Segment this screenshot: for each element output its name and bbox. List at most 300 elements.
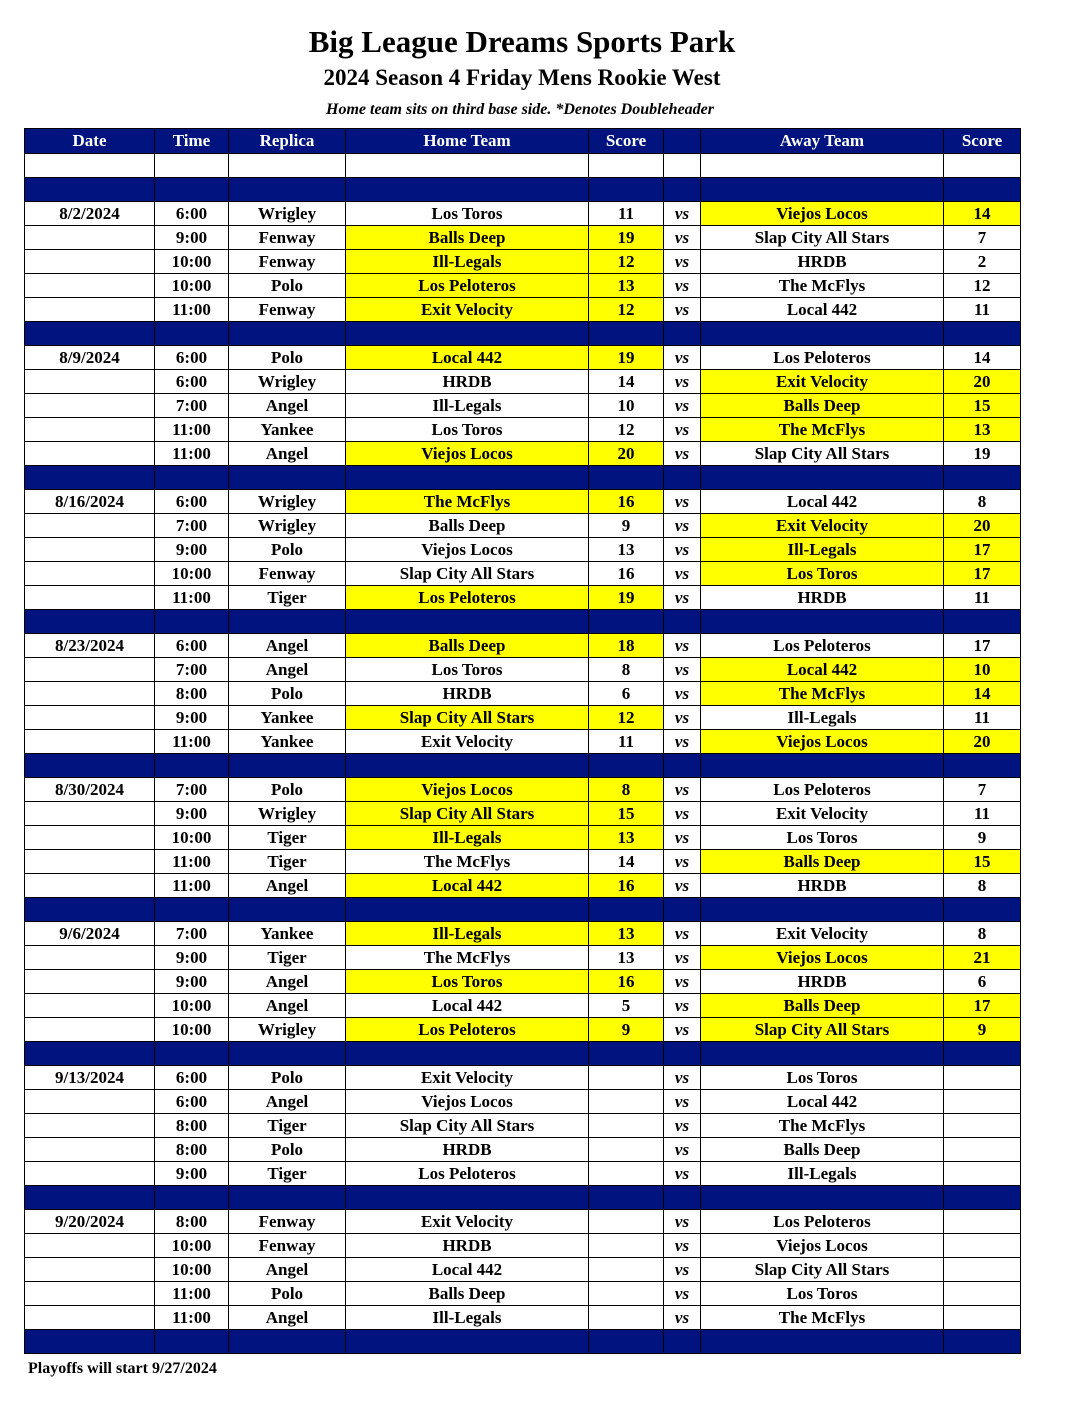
replica-field: Wrigley	[229, 514, 346, 538]
replica-field: Wrigley	[229, 202, 346, 226]
game-time: 10:00	[155, 274, 229, 298]
away-team: Viejos Locos	[701, 1234, 944, 1258]
game-row	[25, 826, 1021, 850]
week-separator-row	[25, 610, 1021, 634]
away-team: Viejos Locos	[701, 202, 944, 226]
home-score	[589, 1162, 664, 1186]
game-row	[25, 202, 1021, 226]
game-row	[25, 274, 1021, 298]
replica-field: Fenway	[229, 562, 346, 586]
game-row	[25, 1090, 1021, 1114]
vs-label: vs	[664, 682, 701, 706]
week-separator-row	[25, 322, 1021, 346]
game-time: 9:00	[155, 538, 229, 562]
header-note: Home team sits on third base side. *Denotes Doubleheader	[326, 101, 714, 118]
col-header-away-team: Away Team	[701, 129, 944, 154]
home-score: 5	[589, 994, 664, 1018]
home-team: Los Peloteros	[346, 1162, 589, 1186]
away-score: 7	[944, 226, 1021, 250]
away-team: Balls Deep	[701, 850, 944, 874]
game-row	[25, 946, 1021, 970]
vs-label: vs	[664, 202, 701, 226]
game-time: 8:00	[155, 1210, 229, 1234]
vs-label: vs	[664, 922, 701, 946]
col-header-replica: Replica	[229, 129, 346, 154]
date-cell	[25, 274, 155, 298]
replica-field: Fenway	[229, 226, 346, 250]
home-score	[589, 1282, 664, 1306]
home-team: Ill-Legals	[346, 1306, 589, 1330]
away-team: Los Toros	[701, 562, 944, 586]
date-cell	[25, 1114, 155, 1138]
replica-field: Angel	[229, 1090, 346, 1114]
away-score: 2	[944, 250, 1021, 274]
vs-label: vs	[664, 730, 701, 754]
game-time: 7:00	[155, 394, 229, 418]
home-team: Los Toros	[346, 658, 589, 682]
away-team: The McFlys	[701, 1114, 944, 1138]
home-team: Ill-Legals	[346, 250, 589, 274]
vs-label: vs	[664, 514, 701, 538]
away-score: 20	[944, 514, 1021, 538]
vs-label: vs	[664, 490, 701, 514]
home-team: Los Toros	[346, 970, 589, 994]
date-cell	[25, 586, 155, 610]
away-score: 11	[944, 586, 1021, 610]
home-score	[589, 1306, 664, 1330]
away-score: 14	[944, 202, 1021, 226]
col-header-time: Time	[155, 129, 229, 154]
home-score: 15	[589, 802, 664, 826]
vs-label: vs	[664, 706, 701, 730]
home-score: 12	[589, 250, 664, 274]
home-team: Local 442	[346, 1258, 589, 1282]
home-team: Ill-Legals	[346, 922, 589, 946]
game-time: 6:00	[155, 370, 229, 394]
vs-label: vs	[664, 946, 701, 970]
replica-field: Polo	[229, 346, 346, 370]
col-header-date: Date	[25, 129, 155, 154]
vs-label: vs	[664, 826, 701, 850]
home-score: 16	[589, 874, 664, 898]
schedule-table	[24, 128, 1021, 1354]
replica-field: Yankee	[229, 730, 346, 754]
week-separator-row	[25, 898, 1021, 922]
home-score	[589, 1138, 664, 1162]
home-team: Slap City All Stars	[346, 1114, 589, 1138]
game-row	[25, 1258, 1021, 1282]
home-score: 16	[589, 490, 664, 514]
home-score	[589, 1090, 664, 1114]
home-score	[589, 1114, 664, 1138]
away-team: Balls Deep	[701, 994, 944, 1018]
vs-label: vs	[664, 226, 701, 250]
date-cell	[25, 1306, 155, 1330]
home-score: 11	[589, 202, 664, 226]
home-score	[589, 1258, 664, 1282]
home-team: Ill-Legals	[346, 826, 589, 850]
game-row	[25, 994, 1021, 1018]
away-team: Local 442	[701, 298, 944, 322]
home-team: Viejos Locos	[346, 442, 589, 466]
vs-label: vs	[664, 778, 701, 802]
week-date: 9/20/2024	[25, 1210, 155, 1234]
vs-label: vs	[664, 994, 701, 1018]
away-score: 7	[944, 778, 1021, 802]
away-score: 12	[944, 274, 1021, 298]
replica-field: Wrigley	[229, 1018, 346, 1042]
home-team: Balls Deep	[346, 1282, 589, 1306]
game-row	[25, 346, 1021, 370]
away-score	[944, 1162, 1021, 1186]
replica-field: Angel	[229, 874, 346, 898]
away-score: 11	[944, 298, 1021, 322]
replica-field: Angel	[229, 970, 346, 994]
away-team: Ill-Legals	[701, 538, 944, 562]
home-team: Los Peloteros	[346, 1018, 589, 1042]
vs-label: vs	[664, 586, 701, 610]
game-time: 9:00	[155, 706, 229, 730]
away-score	[944, 1114, 1021, 1138]
game-time: 11:00	[155, 442, 229, 466]
date-cell	[25, 418, 155, 442]
vs-label: vs	[664, 1258, 701, 1282]
game-time: 6:00	[155, 346, 229, 370]
away-score: 14	[944, 682, 1021, 706]
home-team: The McFlys	[346, 490, 589, 514]
away-team: HRDB	[701, 970, 944, 994]
game-row	[25, 562, 1021, 586]
game-time: 6:00	[155, 490, 229, 514]
date-cell	[25, 706, 155, 730]
away-team: Los Peloteros	[701, 1210, 944, 1234]
date-cell	[25, 1234, 155, 1258]
game-row	[25, 730, 1021, 754]
home-score: 13	[589, 826, 664, 850]
home-team: The McFlys	[346, 850, 589, 874]
home-team: Slap City All Stars	[346, 802, 589, 826]
away-team: Los Peloteros	[701, 634, 944, 658]
week-separator-row	[25, 1186, 1021, 1210]
away-score: 20	[944, 370, 1021, 394]
game-time: 10:00	[155, 1258, 229, 1282]
away-team: Los Toros	[701, 1282, 944, 1306]
home-score: 20	[589, 442, 664, 466]
home-team: Slap City All Stars	[346, 706, 589, 730]
game-row	[25, 1282, 1021, 1306]
week-date: 8/30/2024	[25, 778, 155, 802]
home-team: Ill-Legals	[346, 394, 589, 418]
vs-label: vs	[664, 970, 701, 994]
home-score: 16	[589, 562, 664, 586]
replica-field: Tiger	[229, 826, 346, 850]
date-cell	[25, 1282, 155, 1306]
schedule-body	[25, 154, 1021, 1354]
game-row	[25, 370, 1021, 394]
away-team: The McFlys	[701, 274, 944, 298]
game-row	[25, 490, 1021, 514]
home-team: Local 442	[346, 874, 589, 898]
vs-label: vs	[664, 1114, 701, 1138]
week-date: 8/16/2024	[25, 490, 155, 514]
vs-label: vs	[664, 658, 701, 682]
home-score: 12	[589, 298, 664, 322]
home-team: Los Toros	[346, 202, 589, 226]
game-time: 7:00	[155, 514, 229, 538]
away-team: Exit Velocity	[701, 922, 944, 946]
vs-label: vs	[664, 562, 701, 586]
game-time: 7:00	[155, 778, 229, 802]
replica-field: Tiger	[229, 850, 346, 874]
replica-field: Tiger	[229, 586, 346, 610]
home-team: HRDB	[346, 1138, 589, 1162]
date-cell	[25, 946, 155, 970]
home-team: HRDB	[346, 682, 589, 706]
away-score: 13	[944, 418, 1021, 442]
away-score	[944, 1090, 1021, 1114]
away-score: 19	[944, 442, 1021, 466]
away-team: Viejos Locos	[701, 946, 944, 970]
home-team: Local 442	[346, 994, 589, 1018]
date-cell	[25, 1162, 155, 1186]
game-row	[25, 418, 1021, 442]
date-cell	[25, 970, 155, 994]
game-time: 8:00	[155, 1138, 229, 1162]
date-cell	[25, 514, 155, 538]
home-score: 19	[589, 586, 664, 610]
away-score: 15	[944, 394, 1021, 418]
game-time: 9:00	[155, 226, 229, 250]
home-score: 9	[589, 1018, 664, 1042]
replica-field: Polo	[229, 538, 346, 562]
date-cell	[25, 802, 155, 826]
vs-label: vs	[664, 298, 701, 322]
date-cell	[25, 1138, 155, 1162]
home-team: Exit Velocity	[346, 298, 589, 322]
game-time: 11:00	[155, 1306, 229, 1330]
date-cell	[25, 1018, 155, 1042]
game-time: 11:00	[155, 1282, 229, 1306]
away-team: Los Peloteros	[701, 346, 944, 370]
away-team: Los Toros	[701, 826, 944, 850]
game-time: 6:00	[155, 202, 229, 226]
home-team: HRDB	[346, 1234, 589, 1258]
away-score	[944, 1282, 1021, 1306]
game-time: 11:00	[155, 418, 229, 442]
home-score: 10	[589, 394, 664, 418]
vs-label: vs	[664, 418, 701, 442]
game-row	[25, 1018, 1021, 1042]
date-cell	[25, 994, 155, 1018]
replica-field: Tiger	[229, 1114, 346, 1138]
replica-field: Angel	[229, 394, 346, 418]
replica-field: Fenway	[229, 298, 346, 322]
away-score	[944, 1234, 1021, 1258]
game-time: 9:00	[155, 1162, 229, 1186]
replica-field: Yankee	[229, 418, 346, 442]
home-team: Los Peloteros	[346, 586, 589, 610]
home-team: Exit Velocity	[346, 1066, 589, 1090]
home-team: Slap City All Stars	[346, 562, 589, 586]
game-time: 8:00	[155, 682, 229, 706]
home-score: 8	[589, 658, 664, 682]
week-date: 9/6/2024	[25, 922, 155, 946]
game-row	[25, 1066, 1021, 1090]
vs-label: vs	[664, 1090, 701, 1114]
away-score: 11	[944, 802, 1021, 826]
away-team: Ill-Legals	[701, 706, 944, 730]
replica-field: Fenway	[229, 250, 346, 274]
week-separator-row	[25, 178, 1021, 202]
away-team: Slap City All Stars	[701, 226, 944, 250]
home-team: Viejos Locos	[346, 538, 589, 562]
away-team: Balls Deep	[701, 1138, 944, 1162]
away-team: Local 442	[701, 490, 944, 514]
date-cell	[25, 1090, 155, 1114]
date-cell	[25, 874, 155, 898]
home-score: 19	[589, 346, 664, 370]
away-team: Slap City All Stars	[701, 1258, 944, 1282]
game-row	[25, 706, 1021, 730]
replica-field: Fenway	[229, 1234, 346, 1258]
game-time: 11:00	[155, 850, 229, 874]
away-score: 17	[944, 634, 1021, 658]
date-cell	[25, 250, 155, 274]
game-row	[25, 514, 1021, 538]
home-team: Los Peloteros	[346, 274, 589, 298]
away-team: Exit Velocity	[701, 370, 944, 394]
home-team: Balls Deep	[346, 634, 589, 658]
game-row	[25, 802, 1021, 826]
game-row	[25, 970, 1021, 994]
game-time: 10:00	[155, 1234, 229, 1258]
col-header-away-score: Score	[944, 129, 1021, 154]
vs-label: vs	[664, 1210, 701, 1234]
home-score: 9	[589, 514, 664, 538]
away-team: Ill-Legals	[701, 1162, 944, 1186]
vs-label: vs	[664, 1018, 701, 1042]
away-score: 20	[944, 730, 1021, 754]
away-team: The McFlys	[701, 1306, 944, 1330]
game-row	[25, 1138, 1021, 1162]
week-date: 8/2/2024	[25, 202, 155, 226]
game-time: 10:00	[155, 1018, 229, 1042]
vs-label: vs	[664, 346, 701, 370]
vs-label: vs	[664, 250, 701, 274]
game-row	[25, 1162, 1021, 1186]
vs-label: vs	[664, 538, 701, 562]
away-score: 15	[944, 850, 1021, 874]
home-score: 8	[589, 778, 664, 802]
home-score: 13	[589, 946, 664, 970]
away-score: 14	[944, 346, 1021, 370]
game-row	[25, 394, 1021, 418]
vs-label: vs	[664, 874, 701, 898]
vs-label: vs	[664, 274, 701, 298]
home-score: 6	[589, 682, 664, 706]
game-time: 11:00	[155, 874, 229, 898]
game-row	[25, 250, 1021, 274]
game-time: 10:00	[155, 994, 229, 1018]
home-team: Local 442	[346, 346, 589, 370]
date-cell	[25, 682, 155, 706]
home-team: The McFlys	[346, 946, 589, 970]
header-row	[25, 129, 1021, 154]
home-team: Viejos Locos	[346, 1090, 589, 1114]
home-score: 12	[589, 418, 664, 442]
vs-label: vs	[664, 634, 701, 658]
game-time: 11:00	[155, 730, 229, 754]
replica-field: Angel	[229, 658, 346, 682]
home-score: 11	[589, 730, 664, 754]
away-team: Local 442	[701, 658, 944, 682]
away-team: Local 442	[701, 1090, 944, 1114]
date-cell	[25, 1258, 155, 1282]
vs-label: vs	[664, 1162, 701, 1186]
game-row	[25, 1210, 1021, 1234]
away-score	[944, 1306, 1021, 1330]
vs-label: vs	[664, 850, 701, 874]
week-separator-row	[25, 466, 1021, 490]
game-time: 7:00	[155, 658, 229, 682]
vs-label: vs	[664, 1234, 701, 1258]
replica-field: Tiger	[229, 946, 346, 970]
replica-field: Angel	[229, 994, 346, 1018]
week-date: 9/13/2024	[25, 1066, 155, 1090]
date-cell	[25, 826, 155, 850]
away-team: HRDB	[701, 586, 944, 610]
away-team: HRDB	[701, 874, 944, 898]
away-score: 8	[944, 874, 1021, 898]
away-score: 8	[944, 490, 1021, 514]
date-cell	[25, 850, 155, 874]
game-row	[25, 922, 1021, 946]
vs-label: vs	[664, 442, 701, 466]
playoffs-note: Playoffs will start 9/27/2024	[28, 1360, 217, 1377]
vs-label: vs	[664, 1306, 701, 1330]
away-score: 21	[944, 946, 1021, 970]
replica-field: Fenway	[229, 1210, 346, 1234]
vs-label: vs	[664, 1138, 701, 1162]
away-score: 8	[944, 922, 1021, 946]
away-team: Exit Velocity	[701, 802, 944, 826]
game-time: 7:00	[155, 922, 229, 946]
away-score	[944, 1258, 1021, 1282]
week-separator-row	[25, 1042, 1021, 1066]
away-score: 10	[944, 658, 1021, 682]
game-row	[25, 226, 1021, 250]
game-row	[25, 538, 1021, 562]
vs-label: vs	[664, 394, 701, 418]
game-row	[25, 634, 1021, 658]
home-score: 14	[589, 850, 664, 874]
away-team: Slap City All Stars	[701, 442, 944, 466]
game-row	[25, 658, 1021, 682]
away-score: 9	[944, 1018, 1021, 1042]
date-cell	[25, 370, 155, 394]
replica-field: Yankee	[229, 706, 346, 730]
game-row	[25, 1114, 1021, 1138]
away-team: HRDB	[701, 250, 944, 274]
vs-label: vs	[664, 1282, 701, 1306]
replica-field: Polo	[229, 682, 346, 706]
away-team: Exit Velocity	[701, 514, 944, 538]
game-row	[25, 682, 1021, 706]
replica-field: Angel	[229, 1258, 346, 1282]
replica-field: Angel	[229, 442, 346, 466]
home-team: Exit Velocity	[346, 1210, 589, 1234]
game-row	[25, 850, 1021, 874]
